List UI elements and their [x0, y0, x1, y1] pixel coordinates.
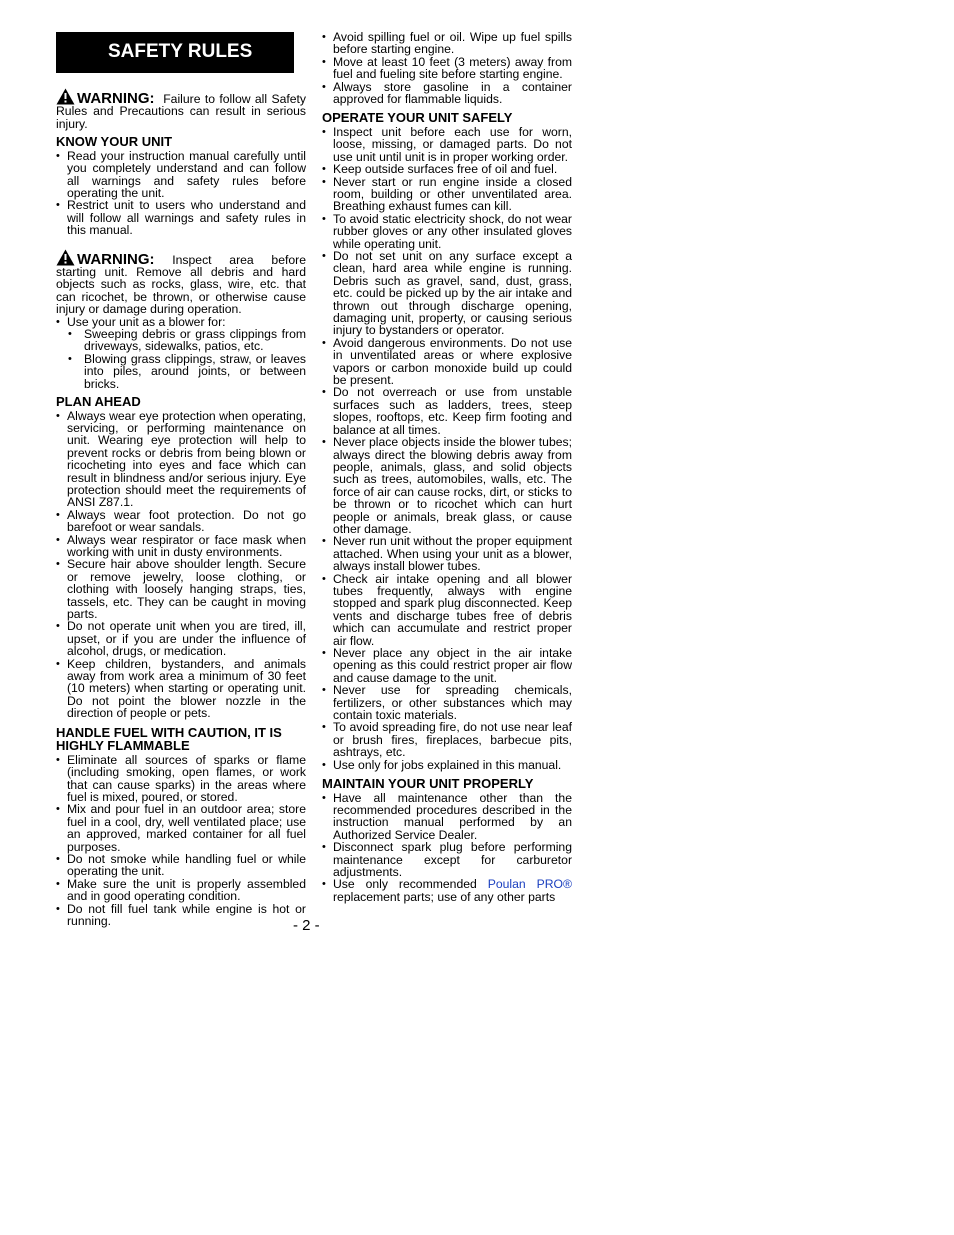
list-item: • Never place objects inside the blower tubes; always direct the blowing debris away from people, animals, glass, and solid objects such as trees, automobiles, walls, etc. The force of air can cause rocks, dirt, or sticks to be thrown or to ricochet which can hurt people or animals, break glass, or cause other damage.	[322, 436, 572, 535]
list-item: • Always wear foot protection. Do not go barefoot or wear sandals.	[56, 509, 306, 534]
list-item: • Avoid dangerous environments. Do not use in unventilated areas or where explosive vapors or carbon monoxide build up could be present.	[322, 337, 572, 387]
list-item: • Blowing grass clippings, straw, or leaves into piles, around joints, or between bricks.	[56, 353, 306, 390]
page-number: - 2 -	[293, 917, 320, 934]
maintain-list	[322, 792, 572, 904]
list-item-text: Use only recommended	[333, 877, 477, 892]
warning-text: Failure to follow all Safety Rules and Precautions can result in serious injury.	[56, 92, 306, 131]
warning-inspect-area	[56, 249, 306, 316]
list-item: • Never use for spreading chemicals, fertilizers, or other substances which may contain toxic materials.	[322, 684, 572, 721]
handle-fuel-list	[56, 754, 306, 928]
operate-safely-list	[322, 126, 572, 771]
left-column	[56, 32, 306, 927]
list-item: • Use only for jobs explained in this manual.	[322, 759, 572, 771]
list-item: • Eliminate all sources of sparks or flame (including smoking, open flames, or work that can cause sparks) in the areas where fuel is mixed, poured, or stored.	[56, 754, 306, 804]
list-item: • Do not smoke while handling fuel or while operating the unit.	[56, 853, 306, 878]
list-item: • Keep outside surfaces free of oil and fuel.	[322, 163, 572, 175]
list-item: • Disconnect spark plug before performing maintenance except for carburetor adjustments.	[322, 841, 572, 878]
list-item: • Never place any object in the air intake opening as this could restrict proper air flow and cause damage to the unit.	[322, 647, 572, 684]
list-item: • Sweeping debris or grass clippings from driveways, sidewalks, patios, etc.	[56, 328, 306, 353]
list-item	[322, 878, 572, 903]
list-item: • Mix and pour fuel in an outdoor area; store fuel in a cool, dry, well ventilated place; use an approved, marked container for all fuel purposes.	[56, 803, 306, 853]
heading-plan-ahead: PLAN AHEAD	[56, 394, 141, 410]
plan-ahead-list	[56, 410, 306, 720]
heading-handle-fuel: HANDLE FUEL WITH CAUTION, IT IS HIGHLY FLAMMABLE	[56, 724, 282, 754]
list-item: • Use your unit as a blower for:	[56, 316, 306, 328]
list-item: • Make sure the unit is properly assembled and in good operating condition.	[56, 878, 306, 903]
warning-label: WARNING:	[77, 250, 155, 268]
list-item: • Do not operate unit when you are tired, ill, upset, or if you are under the influence of alcohol, drugs, or medication.	[56, 620, 306, 657]
page-title: SAFETY RULES	[56, 32, 294, 73]
list-item: • To avoid static electricity shock, do not wear rubber gloves or any other insulated gloves while operating unit.	[322, 213, 572, 250]
list-item: • To avoid spreading fire, do not use near leaf or brush fires, fireplaces, barbecue pits, ashtrays, etc.	[322, 721, 572, 758]
list-item: • Restrict unit to users who understand and will follow all warnings and safety rules in this manual.	[56, 199, 306, 236]
brand-name: Poulan PRO®	[487, 877, 572, 892]
list-item: • Do not overreach or use from unstable surfaces such as ladders, trees, steep slopes, rooftops, etc. Keep firm footing and balance at all times.	[322, 386, 572, 436]
list-item-text: replacement parts; use of any other parts	[333, 889, 556, 904]
heading-know-your-unit: KNOW YOUR UNIT	[56, 134, 173, 150]
list-item: • Check air intake opening and all blower tubes frequently, always with engine stopped and spark plug disconnected. Keep vents and discharge tubes free of debris which can accumulate and restrict proper air flow.	[322, 573, 572, 647]
list-item: • Do not set unit on any surface except a clean, hard area while engine is running. Debris such as gravel, sand, dust, grass, etc. could be picked up by the air intake and thrown out through discharge opening, damaging unit, property, or causing serious injury to bystanders or operator.	[322, 250, 572, 337]
heading-operate-safely: OPERATE YOUR UNIT SAFELY	[322, 110, 513, 126]
know-your-unit-list	[56, 150, 306, 237]
fuel-continued-list	[322, 31, 572, 105]
list-item: • Avoid spilling fuel or oil. Wipe up fuel spills before starting engine.	[322, 31, 572, 56]
list-item: • Never run unit without the proper equipment attached. When using your unit as a blower, always install blower tubes.	[322, 535, 572, 572]
list-item: • Have all maintenance other than the recommended procedures described in the instruction manual performed by an Authorized Service Dealer.	[322, 792, 572, 842]
heading-maintain-properly: MAINTAIN YOUR UNIT PROPERLY	[322, 776, 534, 792]
list-item: • Inspect unit before each use for worn, loose, missing, or damaged parts. Do not use unit until unit is in proper working order.	[322, 126, 572, 163]
warning-icon	[56, 249, 75, 266]
list-item: • Never start or run engine inside a closed room, building or other unventilated area. Breathing exhaust fumes can kill.	[322, 176, 572, 213]
list-item: • Secure hair above shoulder length. Secure or remove jewelry, loose clothing, or clothing with loosely hanging straps, ties, tassels, etc. They can be caught in moving parts.	[56, 558, 306, 620]
list-item: • Always wear eye protection when operating, servicing, or performing maintenance on unit. Wearing eye protection will help to prevent rocks or debris from being blown or ricocheting into eyes and face which can result in blindness and/or serious injury. Eye protection should meet the requirements of ANSI Z87.1.	[56, 410, 306, 509]
list-item: • Always store gasoline in a container approved for flammable liquids.	[322, 81, 572, 106]
warning-general	[56, 88, 306, 130]
warning-icon	[56, 88, 75, 105]
list-item: • Keep children, bystanders, and animals away from work area a minimum of 30 feet (10 meters) when starting or operating unit. Do not point the blower nozzle in the direction of people or pets.	[56, 658, 306, 720]
list-item: • Always wear respirator or face mask when working with unit in dusty environments.	[56, 534, 306, 559]
list-item: • Read your instruction manual carefully until you completely understand and can follow all warnings and safety rules before operating the unit.	[56, 150, 306, 200]
list-item: • Move at least 10 feet (3 meters) away from fuel and fueling site before starting engine.	[322, 56, 572, 81]
list-item: • Do not fill fuel tank while engine is hot or running.	[56, 903, 306, 928]
right-column	[322, 31, 572, 903]
warning-text: Inspect area before starting unit. Remove all debris and hard objects such as rocks, glass, wire, etc. that can ricochet, be thrown, or otherwise cause injury or damage during operation.	[56, 252, 306, 317]
warning-label: WARNING:	[77, 90, 155, 107]
use-sublist	[56, 328, 306, 390]
